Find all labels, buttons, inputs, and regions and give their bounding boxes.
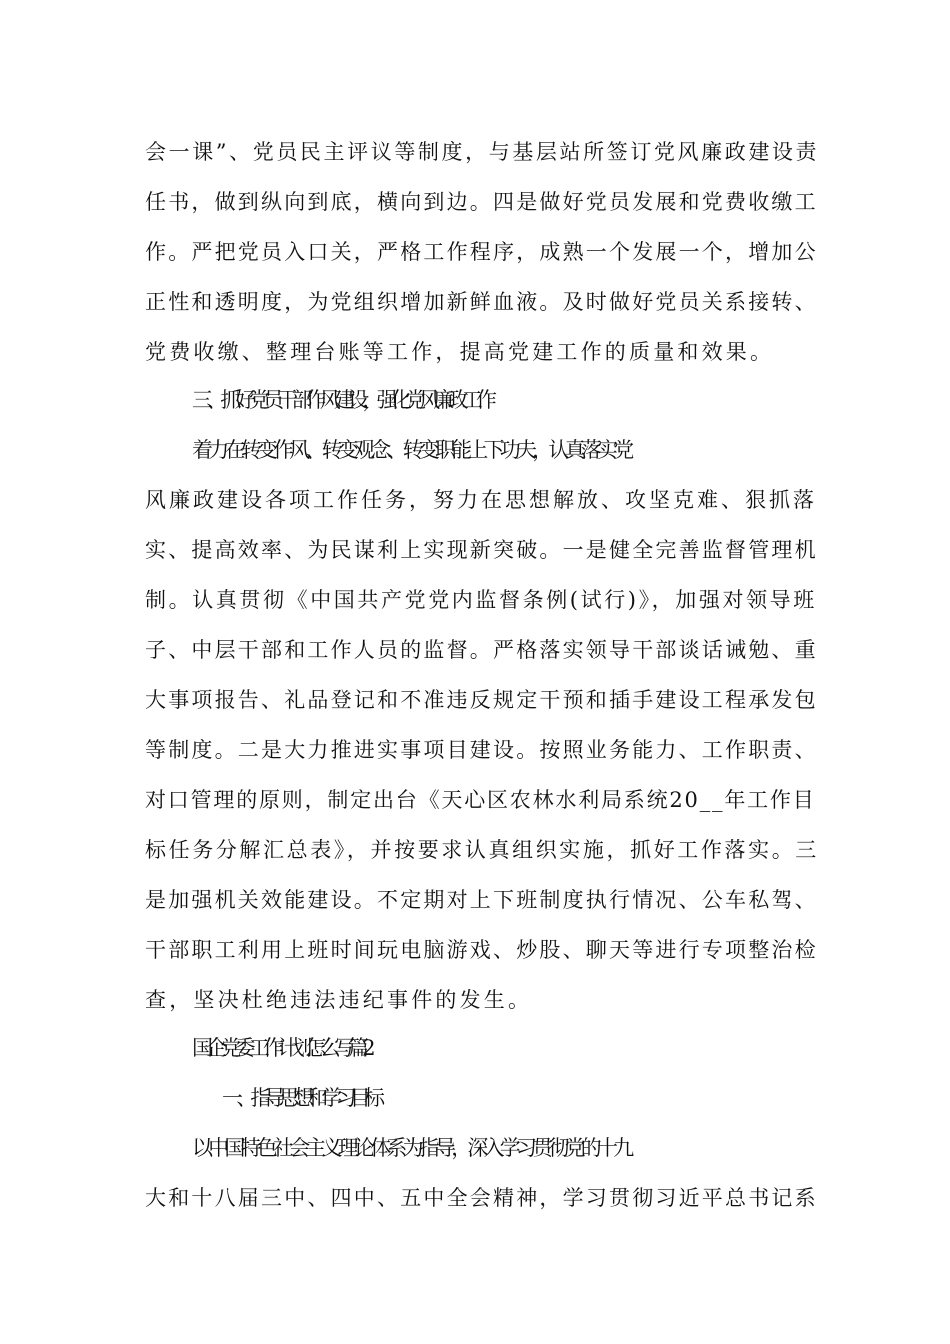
body-text-line: 实、提高效率、为民谋利上实现新突破。一是健全完善监督管理机 <box>145 538 818 562</box>
body-text-line: 会一课”、党员民主评议等制度，与基层站所签订党风廉政建设责 <box>145 140 820 164</box>
body-text-line: 对口管理的原则，制定出台《天心区农林水利局系统20__年工作目 <box>145 788 816 812</box>
body-text-line: 等制度。二是大力推进实事项目建设。按照业务能力、工作职责、 <box>145 738 818 762</box>
body-text-line: 党费收缴、整理台账等工作，提高党建工作的质量和效果。 <box>145 340 775 364</box>
paragraph-first-line: 着力在转变作风、转变观念、转变职能上下功夫，认真落实党 <box>192 438 630 462</box>
body-text-line: 大事项报告、礼品登记和不准违反规定干预和插手建设工程承发包 <box>145 688 818 712</box>
section-heading: 三、抓好党员干部作风建设，强化党风廉政工作 <box>192 388 491 412</box>
article-title: 国企党委工作计划怎么写 篇2 <box>192 1036 369 1060</box>
body-text-line: 任书，做到纵向到底，横向到边。四是做好党员发展和党费收缴工 <box>145 190 818 214</box>
body-text-line: 查，坚决杜绝违法违纪事件的发生。 <box>145 988 533 1012</box>
body-text-line: 大和十八届三中、四中、五中全会精神，学习贯彻习近平总书记系 <box>145 1186 818 1210</box>
body-text-line: 作。严把党员入口关，严格工作程序，成熟一个发展一个，增加公 <box>145 240 818 264</box>
body-text-line: 标任务分解汇总表》，并按要求认真组织实施，抓好工作落实。三 <box>145 838 819 862</box>
body-text-line: 制。认真贯彻《中国共产党党内监督条例(试行)》，加强对领导班 <box>145 588 817 612</box>
body-text-line: 正性和透明度，为党组织增加新鲜血液。及时做好党员关系接转、 <box>145 290 818 314</box>
body-text-line: 是加强机关效能建设。不定期对上下班制度执行情况、公车私驾、 <box>145 888 818 912</box>
section-heading: 一、指导思想和学习目标 <box>222 1086 379 1110</box>
body-text-line: 风廉政建设各项工作任务，努力在思想解放、攻坚克难、狠抓落 <box>145 488 817 512</box>
paragraph-first-line: 以中国特色社会主义理论体系为指导，深入学习贯彻党的十九 <box>192 1136 630 1160</box>
body-text-line: 干部职工利用上班时间玩电脑游戏、炒股、聊天等进行专项整治检 <box>145 938 818 962</box>
body-text-line: 子、中层干部和工作人员的监督。严格落实领导干部谈话诫勉、重 <box>145 638 818 662</box>
